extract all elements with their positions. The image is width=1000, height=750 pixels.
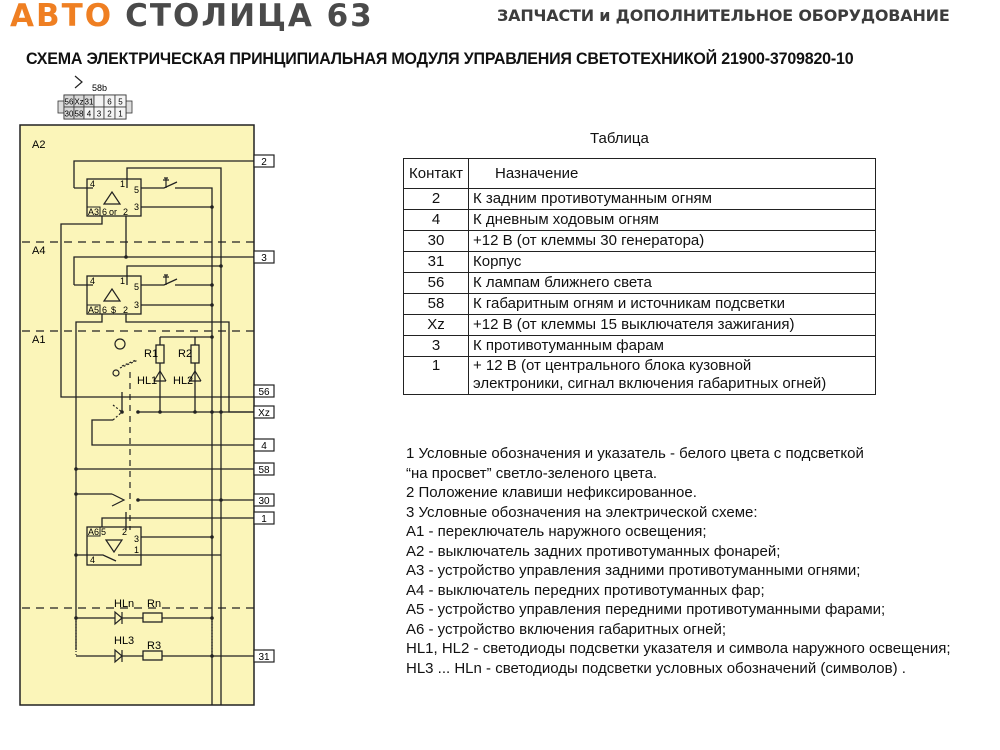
label-hl2: HL2: [173, 375, 194, 387]
note-line: 1 Условные обозначения и указатель - белого цвета с подсветкой: [406, 445, 864, 462]
cell-contact: 2: [404, 189, 469, 210]
connector-pin-label: 31: [84, 97, 94, 107]
connector-pin-label: 56: [64, 97, 74, 107]
cell-contact: 58: [404, 294, 469, 315]
table-row: [404, 273, 876, 294]
table-row: [404, 210, 876, 231]
svg-text:3: 3: [134, 534, 140, 544]
terminal-label: 4: [261, 441, 267, 452]
svg-text:$: $: [111, 305, 117, 315]
note-line: А6 - устройство включения габаритных огней;: [406, 620, 726, 638]
label-hl3: HL3: [114, 635, 135, 647]
table-row: [404, 336, 876, 357]
svg-text:1: 1: [134, 545, 140, 555]
cell-purpose: [469, 357, 876, 395]
cell-contact: 4: [404, 210, 469, 231]
connector-pin-label: 2: [107, 109, 112, 119]
table-caption: Таблица: [590, 130, 649, 147]
svg-text:2: 2: [123, 207, 129, 217]
cell-purpose: К дневным ходовым огням: [469, 210, 876, 231]
label-hln: HLn: [114, 598, 135, 610]
connector-key-icon: [75, 76, 82, 88]
connector-pinout: [58, 76, 132, 119]
note-line: А5 - устройство управления передними противотуманными фарами;: [406, 601, 886, 618]
svg-text:2: 2: [123, 305, 129, 315]
block-label-a6: A6: [88, 527, 100, 537]
pin-table: [403, 158, 876, 395]
connector-pin-label: Xz: [74, 97, 84, 107]
terminal-label: 2: [261, 157, 267, 168]
cell-purpose: К лампам ближнего света: [469, 273, 876, 294]
cell-contact: 1: [404, 357, 469, 395]
cell-contact: 56: [404, 273, 469, 294]
svg-text:2: 2: [122, 527, 128, 537]
svg-text:6: 6: [102, 207, 108, 217]
table-row: [404, 315, 876, 336]
logo-part-avto: АВТО: [10, 0, 114, 34]
connector-pin-label: 58: [74, 109, 84, 119]
section-label-a4: A4: [32, 245, 46, 257]
section-label-a1: A1: [32, 334, 46, 346]
cell-purpose: К габаритным огням и источникам подсветки: [469, 294, 876, 315]
svg-text:6: 6: [102, 305, 108, 315]
tagline: ЗАПЧАСТИ и ДОПОЛНИТЕЛЬНОЕ ОБОРУДОВАНИЕ: [497, 6, 950, 25]
cell-purpose: +12 В (от клеммы 15 выключателя зажигания): [469, 315, 876, 336]
svg-text:4: 4: [90, 276, 96, 286]
terminal-label: 1: [261, 514, 267, 525]
cell-contact: 30: [404, 231, 469, 252]
connector-pin-label: 30: [64, 109, 74, 119]
connector-pin-label: 3: [96, 109, 102, 119]
cell-purpose-line: электроники, сигнал включения габаритных огней): [473, 375, 827, 392]
svg-text:4: 4: [90, 555, 96, 565]
cell-contact: 31: [404, 252, 469, 273]
table-header-row: [404, 159, 876, 189]
note-line: А3 - устройство управления задними противотуманными огнями;: [406, 562, 861, 579]
note-line: А4 - выключатель передних противотуманных фар;: [406, 581, 765, 599]
table-row: [404, 252, 876, 273]
block-label-a3: A3: [88, 207, 100, 217]
label-r3: R3: [147, 640, 162, 652]
column-header-purpose: Назначение: [469, 159, 876, 189]
svg-text:1: 1: [120, 179, 126, 189]
svg-text:1: 1: [120, 276, 126, 286]
terminal-label: 56: [258, 387, 270, 398]
note-line: HL1, HL2 - светодиоды подсветки указателя и символа наружного освещения;: [406, 640, 951, 657]
label-rn: Rn: [147, 598, 162, 610]
connector-key-label: 58b: [92, 83, 108, 93]
svg-text:3: 3: [134, 202, 140, 212]
cell-purpose-line: + 12 В (от центрального блока кузовной: [473, 357, 752, 374]
note-line: А1 - переключатель наружного освещения;: [406, 523, 707, 540]
label-r2: R2: [178, 348, 193, 360]
terminal-label: 31: [258, 652, 270, 663]
connector-pin-label: 4: [86, 109, 92, 119]
block-label-a5: A5: [88, 305, 100, 315]
section-label-a2: A2: [32, 139, 46, 151]
page-title: СХЕМА ЭЛЕКТРИЧЕСКАЯ ПРИНЦИПИАЛЬНАЯ МОДУЛЯ УПРАВЛЕНИЯ СВЕТОТЕХНИКОЙ 21900-3709820-10: [26, 50, 854, 68]
connector-pin-cell: [94, 95, 104, 107]
cell-contact: Xz: [404, 315, 469, 336]
table-row: [404, 231, 876, 252]
terminal-label: 58: [258, 465, 270, 476]
note-line: А2 - выключатель задних противотуманных фонарей;: [406, 542, 781, 560]
note-line: 2 Положение клавиши нефиксированное.: [406, 484, 697, 501]
note-line: HL3 ... HLn - светодиоды подсветки условных обозначений (символов) .: [406, 659, 906, 677]
svg-text:4: 4: [90, 179, 96, 189]
cell-purpose: К противотуманным фарам: [469, 336, 876, 357]
terminal-label: 30: [258, 496, 270, 507]
cell-purpose: Корпус: [469, 252, 876, 273]
svg-text:5: 5: [134, 185, 140, 195]
terminal-label: 3: [261, 253, 267, 264]
cell-contact: 3: [404, 336, 469, 357]
connector-pin-label: 5: [118, 97, 123, 107]
connector-pin-label: 1: [118, 109, 123, 119]
label-r1: R1: [144, 348, 159, 360]
logo-part-stolica: СТОЛИЦА 63: [125, 0, 374, 34]
svg-text:5: 5: [101, 527, 107, 537]
label-hl1: HL1: [137, 375, 158, 387]
cell-purpose: +12 В (от клеммы 30 генератора): [469, 231, 876, 252]
svg-text:or: or: [109, 207, 118, 217]
terminal-label: Xz: [258, 408, 270, 419]
table-row: [404, 189, 876, 210]
notes-list: [406, 444, 951, 678]
svg-text:5: 5: [134, 282, 140, 292]
table-row: [404, 357, 876, 395]
svg-text:3: 3: [134, 300, 140, 310]
column-header-contact: Контакт: [404, 159, 469, 189]
cell-purpose: К задним противотуманным огням: [469, 189, 876, 210]
note-line: “на просвет” светло-зеленого цвета.: [406, 464, 658, 482]
note-line: 3 Условные обозначения на электрической схеме:: [406, 503, 758, 521]
connector-pin-label: 6: [107, 97, 112, 107]
table-row: [404, 294, 876, 315]
